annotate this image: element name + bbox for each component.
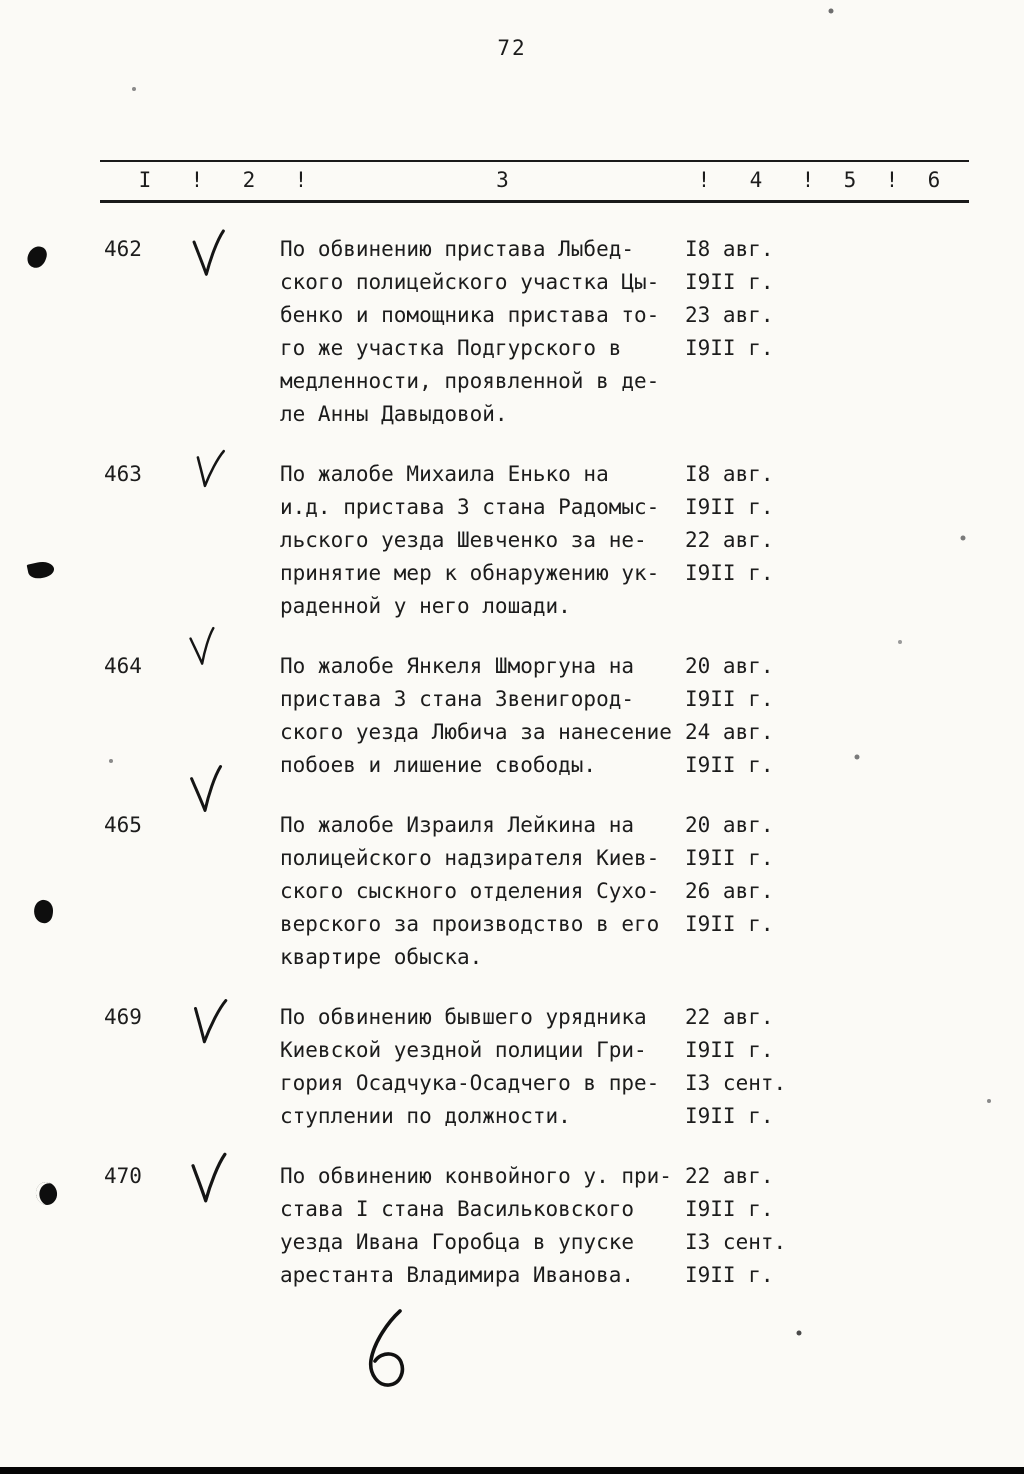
entry-line [280, 683, 994, 716]
entry-line [280, 650, 994, 683]
column-separator: ! [294, 168, 308, 192]
entry-line [280, 908, 994, 941]
case-text-block [280, 1160, 994, 1292]
ink-blot [32, 899, 54, 924]
handwritten-number-6 [362, 1306, 412, 1398]
case-date: 23 авг. [685, 303, 774, 327]
entry-line [280, 458, 994, 491]
case-description-line: По обвинению конвойного у. при- [280, 1164, 672, 1188]
table-header-col-2: 2 [242, 168, 256, 192]
table-header-col-5: 5 [843, 168, 857, 192]
ink-blot [27, 559, 56, 580]
checkmark-icon [176, 1001, 280, 1133]
column-separator: ! [885, 168, 899, 192]
case-date: I9II г. [685, 336, 774, 360]
case-description-line: ступлении по должности. [280, 1104, 571, 1128]
case-date: 22 авг. [685, 528, 774, 552]
checkmark-icon [176, 1160, 280, 1292]
case-text-block [280, 650, 994, 782]
table-header [100, 160, 969, 203]
case-description-line: уезда Ивана Горобца в упуске [280, 1230, 635, 1254]
case-entry [104, 1160, 994, 1292]
case-description-line: раденной у него лошади. [280, 594, 571, 618]
entry-line [280, 557, 994, 590]
entry-line [280, 1034, 994, 1067]
table-header-col-3: 3 [496, 168, 509, 192]
case-date: I9II г. [685, 270, 774, 294]
case-text-block [280, 809, 994, 974]
entry-line [280, 1001, 994, 1034]
case-entry [104, 650, 994, 782]
case-description-line: По обвинению бывшего урядника [280, 1005, 647, 1029]
entry-line [280, 299, 994, 332]
case-date: 24 авг. [685, 720, 774, 744]
checkmark-icon [176, 233, 280, 431]
case-entry [104, 458, 994, 623]
entry-line [280, 491, 994, 524]
case-description-line: ле Анны Давыдовой. [280, 402, 508, 426]
case-date: 20 авг. [685, 813, 774, 837]
case-text-block [280, 233, 994, 431]
entry-line [280, 590, 994, 623]
case-number: 470 [104, 1164, 142, 1188]
case-description-line: гория Осадчука-Осадчего в пре- [280, 1071, 660, 1095]
case-description-line: По жалобе Израиля Лейкина на [280, 813, 635, 837]
entry-line [280, 332, 994, 365]
table-header-col-6: 6 [927, 168, 941, 192]
table-header-col-1: I [138, 168, 152, 192]
case-description-line: Киевской уездной полиции Гри- [280, 1038, 647, 1062]
page-number: 72 [497, 36, 527, 60]
case-date: I8 авг. [685, 237, 774, 261]
case-description-line: ского сыскного отделения Сухо- [280, 879, 660, 903]
case-number: 464 [104, 654, 142, 678]
case-description-line: По обвинению пристава Лыбед- [280, 237, 635, 261]
case-entry [104, 809, 994, 974]
case-number: 469 [104, 1005, 142, 1029]
checkmark-icon [176, 458, 280, 623]
case-description-line: арестанта Владимира Иванова. [280, 1263, 635, 1287]
ink-blot [25, 244, 49, 271]
case-date: I3 сент. [685, 1230, 787, 1254]
entry-line [280, 875, 994, 908]
case-date: I9II г. [685, 753, 774, 777]
case-date: I3 сент. [685, 1071, 787, 1095]
case-description-line: льского уезда Шевченко за не- [280, 528, 647, 552]
case-date: I9II г. [685, 561, 774, 585]
case-date: I9II г. [685, 912, 774, 936]
case-date: 20 авг. [685, 654, 774, 678]
case-description-line: полицейского надзирателя Киев- [280, 846, 660, 870]
entry-line [280, 1160, 994, 1193]
column-separator: ! [801, 168, 815, 192]
case-description-line: верского за производство в его [280, 912, 660, 936]
case-date: I9II г. [685, 1197, 774, 1221]
case-description-line: ского уезда Любича за нанесение [280, 720, 672, 744]
checkmark-icon [176, 650, 280, 782]
case-description-line: става I стана Васильковского [280, 1197, 635, 1221]
case-description-line: и.д. пристава 3 стана Радомыс- [280, 495, 660, 519]
case-number: 463 [104, 462, 142, 486]
scan-noise [0, 0, 2, 2]
case-date: I9II г. [685, 687, 774, 711]
entry-line [280, 233, 994, 266]
case-date: I9II г. [685, 495, 774, 519]
entry-line [280, 1226, 994, 1259]
case-number: 462 [104, 237, 142, 261]
case-description-line: принятие мер к обнаружению ук- [280, 561, 660, 585]
entry-line [280, 1193, 994, 1226]
entry-line [280, 398, 994, 431]
case-description-line: побоев и лишение свободы. [280, 753, 597, 777]
case-text-block [280, 1001, 994, 1133]
checkmark-icon [176, 809, 280, 974]
entry-line [280, 1067, 994, 1100]
entry-line [280, 749, 994, 782]
case-description-line: бенко и помощника пристава то- [280, 303, 660, 327]
case-date: 22 авг. [685, 1005, 774, 1029]
entry-line [280, 809, 994, 842]
ink-blot [33, 1180, 59, 1208]
table-header-col-4: 4 [749, 168, 763, 192]
entry-line [280, 1259, 994, 1292]
column-separator: ! [697, 168, 711, 192]
entry-line [280, 524, 994, 557]
case-date: I8 авг. [685, 462, 774, 486]
scan-edge-bar [0, 1467, 1024, 1474]
entry-line [280, 1100, 994, 1133]
case-description-line: По жалобе Михаила Енько на [280, 462, 609, 486]
case-entries-list [104, 233, 994, 1292]
case-description-line: квартире обыска. [280, 945, 483, 969]
case-description-line: ского полицейского участка Цы- [280, 270, 660, 294]
case-date: 26 авг. [685, 879, 774, 903]
entry-line [280, 716, 994, 749]
case-date: 22 авг. [685, 1164, 774, 1188]
case-entry [104, 233, 994, 431]
case-description-line: медленности, проявленной в де- [280, 369, 660, 393]
case-text-block [280, 458, 994, 623]
column-separator: ! [190, 168, 204, 192]
case-date: I9II г. [685, 846, 774, 870]
entry-line [280, 842, 994, 875]
case-description-line: го же участка Подгурского в [280, 336, 622, 360]
case-number: 465 [104, 813, 142, 837]
case-entry [104, 1001, 994, 1133]
case-description-line: пристава 3 стана Звенигород- [280, 687, 635, 711]
case-date: I9II г. [685, 1104, 774, 1128]
case-date: I9II г. [685, 1038, 774, 1062]
case-date: I9II г. [685, 1263, 774, 1287]
entry-line [280, 365, 994, 398]
case-description-line: По жалобе Янкеля Шморгуна на [280, 654, 635, 678]
entry-line [280, 266, 994, 299]
entry-line [280, 941, 994, 974]
